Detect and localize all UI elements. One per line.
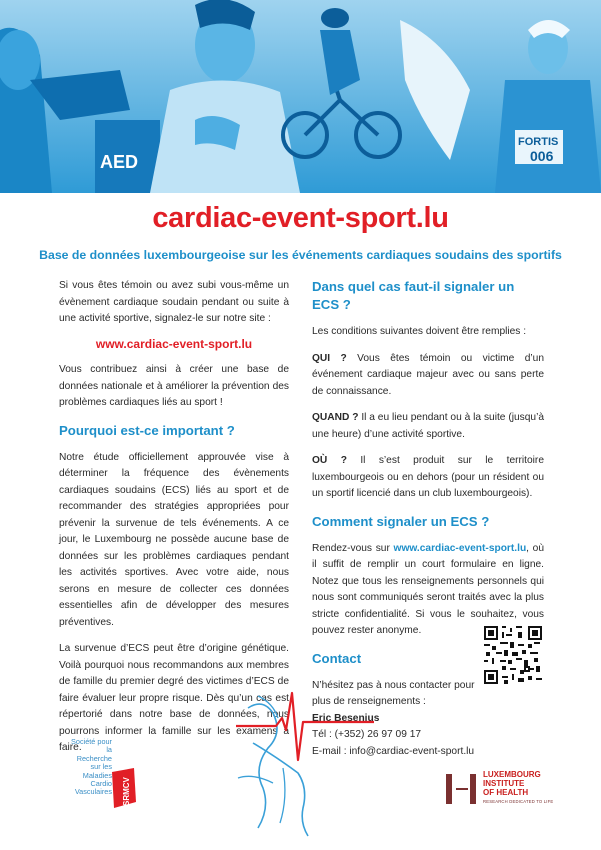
- lih-line: LUXEMBOURG: [483, 770, 541, 779]
- lih-tagline: RESEARCH DEDICATED TO LIFE: [483, 799, 554, 804]
- why-paragraph-2: La survenue d’ECS peut être d’origine génétique. Voilà pourquoi nous recommandons aux membres de famille du premier degré des victimes d’ECS de faire évaluer leur propre risque. Dès qu’un cas est répertorié dans notre base de données, nous pourrons informer la famille sur les examens à faire.: [59, 643, 289, 753]
- when-heading: Dans quel cas faut-il signaler un ECS ?: [312, 279, 515, 312]
- subtitle: Base de données luxembourgeoise sur les événements cardiaques soudains des sportifs: [39, 248, 562, 262]
- aed-label: AED: [100, 152, 139, 172]
- contact-line-2: plus de renseignements :: [312, 696, 426, 707]
- quand-label: QUAND ?: [312, 412, 359, 423]
- when-intro: Les conditions suivantes doivent être remplies :: [312, 326, 527, 337]
- srmcv-line: Vasculaires: [74, 787, 112, 797]
- contribute-paragraph: Vous contribuez ainsi à créer une base de données nationale et à améliorer la prévention des problèmes cardiaques liés au sport !: [59, 364, 289, 408]
- ou-text: Il s’est produit sur le territoire luxembourgeois ou en dehors (pour un résident ou un sportif licencié dans un club luxembourgeois).: [312, 455, 544, 499]
- srmcv-line: Société pour la: [71, 737, 112, 755]
- why-paragraph-1: Notre étude officiellement approuvée vise à déterminer la fréquence des évènements cardiaques soudains (ECS) liés au sport et de recommander des stratégies appropriées pour prévenir la survenue de tels événements. A ce jour, le Luxembourg ne possède aucune base de données sur les problèmes cardiaques pendant les activités sportives. Avec votre aide, nous serons en mesure de collecter ces données essentielles afin de développer des mesures préventives.: [59, 451, 289, 628]
- intro-paragraph: Si vous êtes témoin ou avez subi vous-même un évènement cardiaque soudain pendant ou suite à une activité sportive, signalez-le sur notre site :: [59, 280, 289, 324]
- ecg-heart-illustration: [228, 688, 374, 838]
- lih-emblem-icon: [444, 770, 480, 806]
- ou-label: OÙ ?: [312, 455, 347, 466]
- contact-line-1: N’hésitez pas à nous contacter pour: [312, 679, 475, 691]
- srmcv-name: [66, 738, 112, 797]
- srmcv-line: Cardio: [90, 779, 112, 789]
- how-paragraph: [312, 541, 544, 640]
- hero-photo-collage: [0, 0, 601, 193]
- ou-paragraph: [312, 453, 544, 503]
- srmcv-logo: [66, 738, 146, 808]
- quand-text: Il a eu lieu pendant ou à la suite (jusqu’à une heure) d’une activité sportive.: [312, 412, 545, 440]
- why-heading: Pourquoi est-ce important ?: [59, 422, 235, 438]
- how-pre-text: Rendez-vous sur: [312, 542, 394, 554]
- lih-line: OF HEALTH: [483, 788, 529, 797]
- contact-name: Eric Besenius: [312, 712, 380, 724]
- how-post-text: , où il suffit de remplir un court formulaire en ligne. Notez que tous les renseignements personnels qui nous sont communiqués seront traités avec la plus stricte confidentialité. Si vous le souhaitez, vous pouvez rester anonyme.: [312, 542, 544, 636]
- contact-heading: Contact: [312, 650, 362, 666]
- how-url-link[interactable]: www.cardiac-event-sport.lu: [393, 542, 527, 554]
- how-heading: Comment signaler un ECS ?: [312, 513, 490, 529]
- contact-phone: Tél : (+352) 26 97 09 17: [312, 729, 422, 740]
- qui-paragraph: [312, 351, 544, 401]
- site-title: cardiac-event-sport.lu: [152, 202, 449, 234]
- lih-name: [483, 770, 541, 797]
- contact-email[interactable]: E-mail : info@cardiac-event-sport.lu: [312, 745, 475, 757]
- qr-code[interactable]: [484, 626, 542, 684]
- srmcv-line: Maladies: [82, 770, 112, 780]
- srmcv-emblem-text: SRMCV: [122, 777, 131, 806]
- lih-line: INSTITUTE: [483, 779, 525, 788]
- srmcv-emblem-icon: [112, 768, 136, 810]
- quand-paragraph: [312, 410, 544, 443]
- qui-label: QUI ?: [312, 352, 347, 364]
- qui-text: Vous êtes témoin ou victime d’un événement cardiaque majeur avec ou sans perte de connaissance.: [312, 352, 544, 397]
- bib-label: FORTIS: [518, 136, 559, 148]
- lih-logo: [444, 770, 554, 810]
- srmcv-line: Recherche sur les: [76, 753, 112, 772]
- bib-number: 006: [530, 148, 554, 164]
- site-url-link[interactable]: www.cardiac-event-sport.lu: [95, 336, 253, 351]
